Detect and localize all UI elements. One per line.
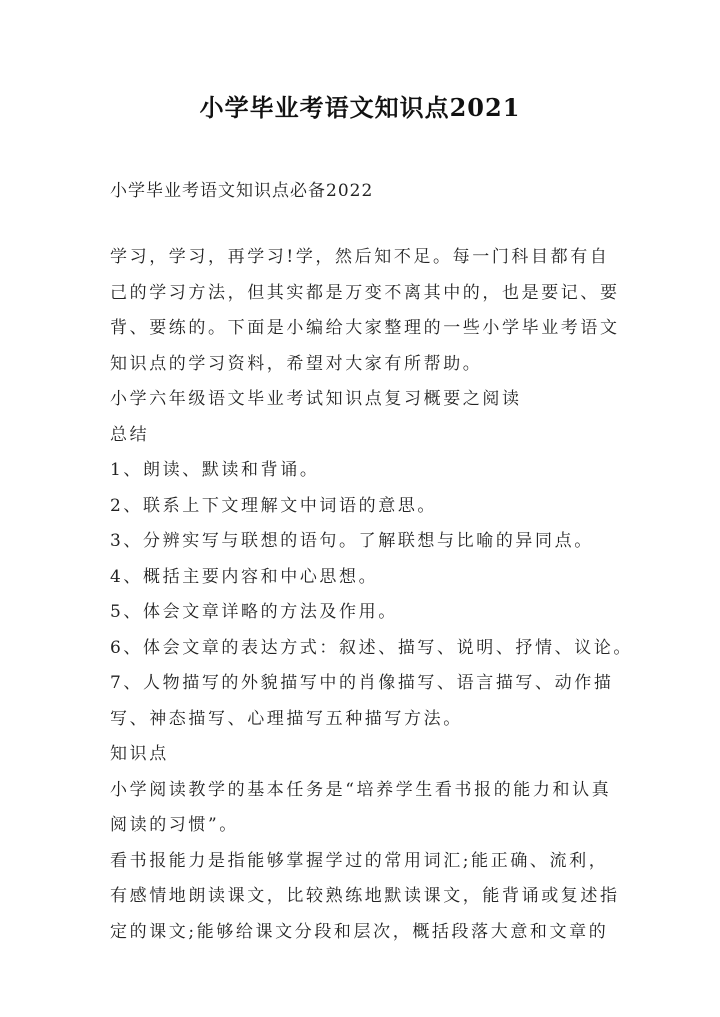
list-item: 1、朗读、默读和背诵。 <box>110 460 320 480</box>
body-lines <box>110 240 634 950</box>
body-line: 看书报能力是指能够掌握学过的常用词汇;能正确、流利， <box>110 850 609 871</box>
body-line: 有感情地朗读课文，比较熟练地默读课文，能背诵或复述指 <box>110 886 620 906</box>
section-heading: 总结 <box>110 424 150 445</box>
body-line: 背、要练的。下面是小编给大家整理的一些小学毕业考语文 <box>110 318 620 338</box>
list-item: 6、体会文章的表达方式：叙述、描写、说明、抒情、议论。 <box>110 637 634 658</box>
list-item: 4、概括主要内容和中心思想。 <box>110 566 379 587</box>
body-line: 小学阅读教学的基本任务是“培养学生看书报的能力和认真 <box>110 779 612 800</box>
section-heading: 小学六年级语文毕业考试知识点复习概要之阅读 <box>110 389 522 409</box>
list-item: 3、分辨实写与联想的语句。了解联想与比喻的异同点。 <box>110 531 594 551</box>
body-line: 阅读的习惯”。 <box>110 815 239 835</box>
body-line: 定的课文;能够给课文分段和层次，概括段落大意和文章的 <box>110 921 609 942</box>
list-item: 7、人物描写的外貌描写中的肖像描写、语言描写、动作描 <box>110 673 614 693</box>
section-heading: 知识点 <box>110 744 169 764</box>
document-body <box>110 240 634 950</box>
document-subtitle: 小学毕业考语文知识点必备2022 <box>110 181 374 201</box>
list-item-continuation: 写、神态描写、心理描写五种描写方法。 <box>110 708 463 729</box>
list-item: 2、联系上下文理解文中词语的意思。 <box>110 495 438 516</box>
document-title: 小学毕业考语文知识点2021 <box>199 93 521 122</box>
body-line: 己的学习方法，但其实都是万变不离其中的，也是要记、要 <box>110 282 620 303</box>
list-item: 5、体会文章详略的方法及作用。 <box>110 602 398 622</box>
body-line: 知识点的学习资料，希望对大家有所帮助。 <box>110 353 483 374</box>
body-line: 学习，学习，再学习!学，然后知不足。每一门科目都有自 <box>110 247 610 267</box>
